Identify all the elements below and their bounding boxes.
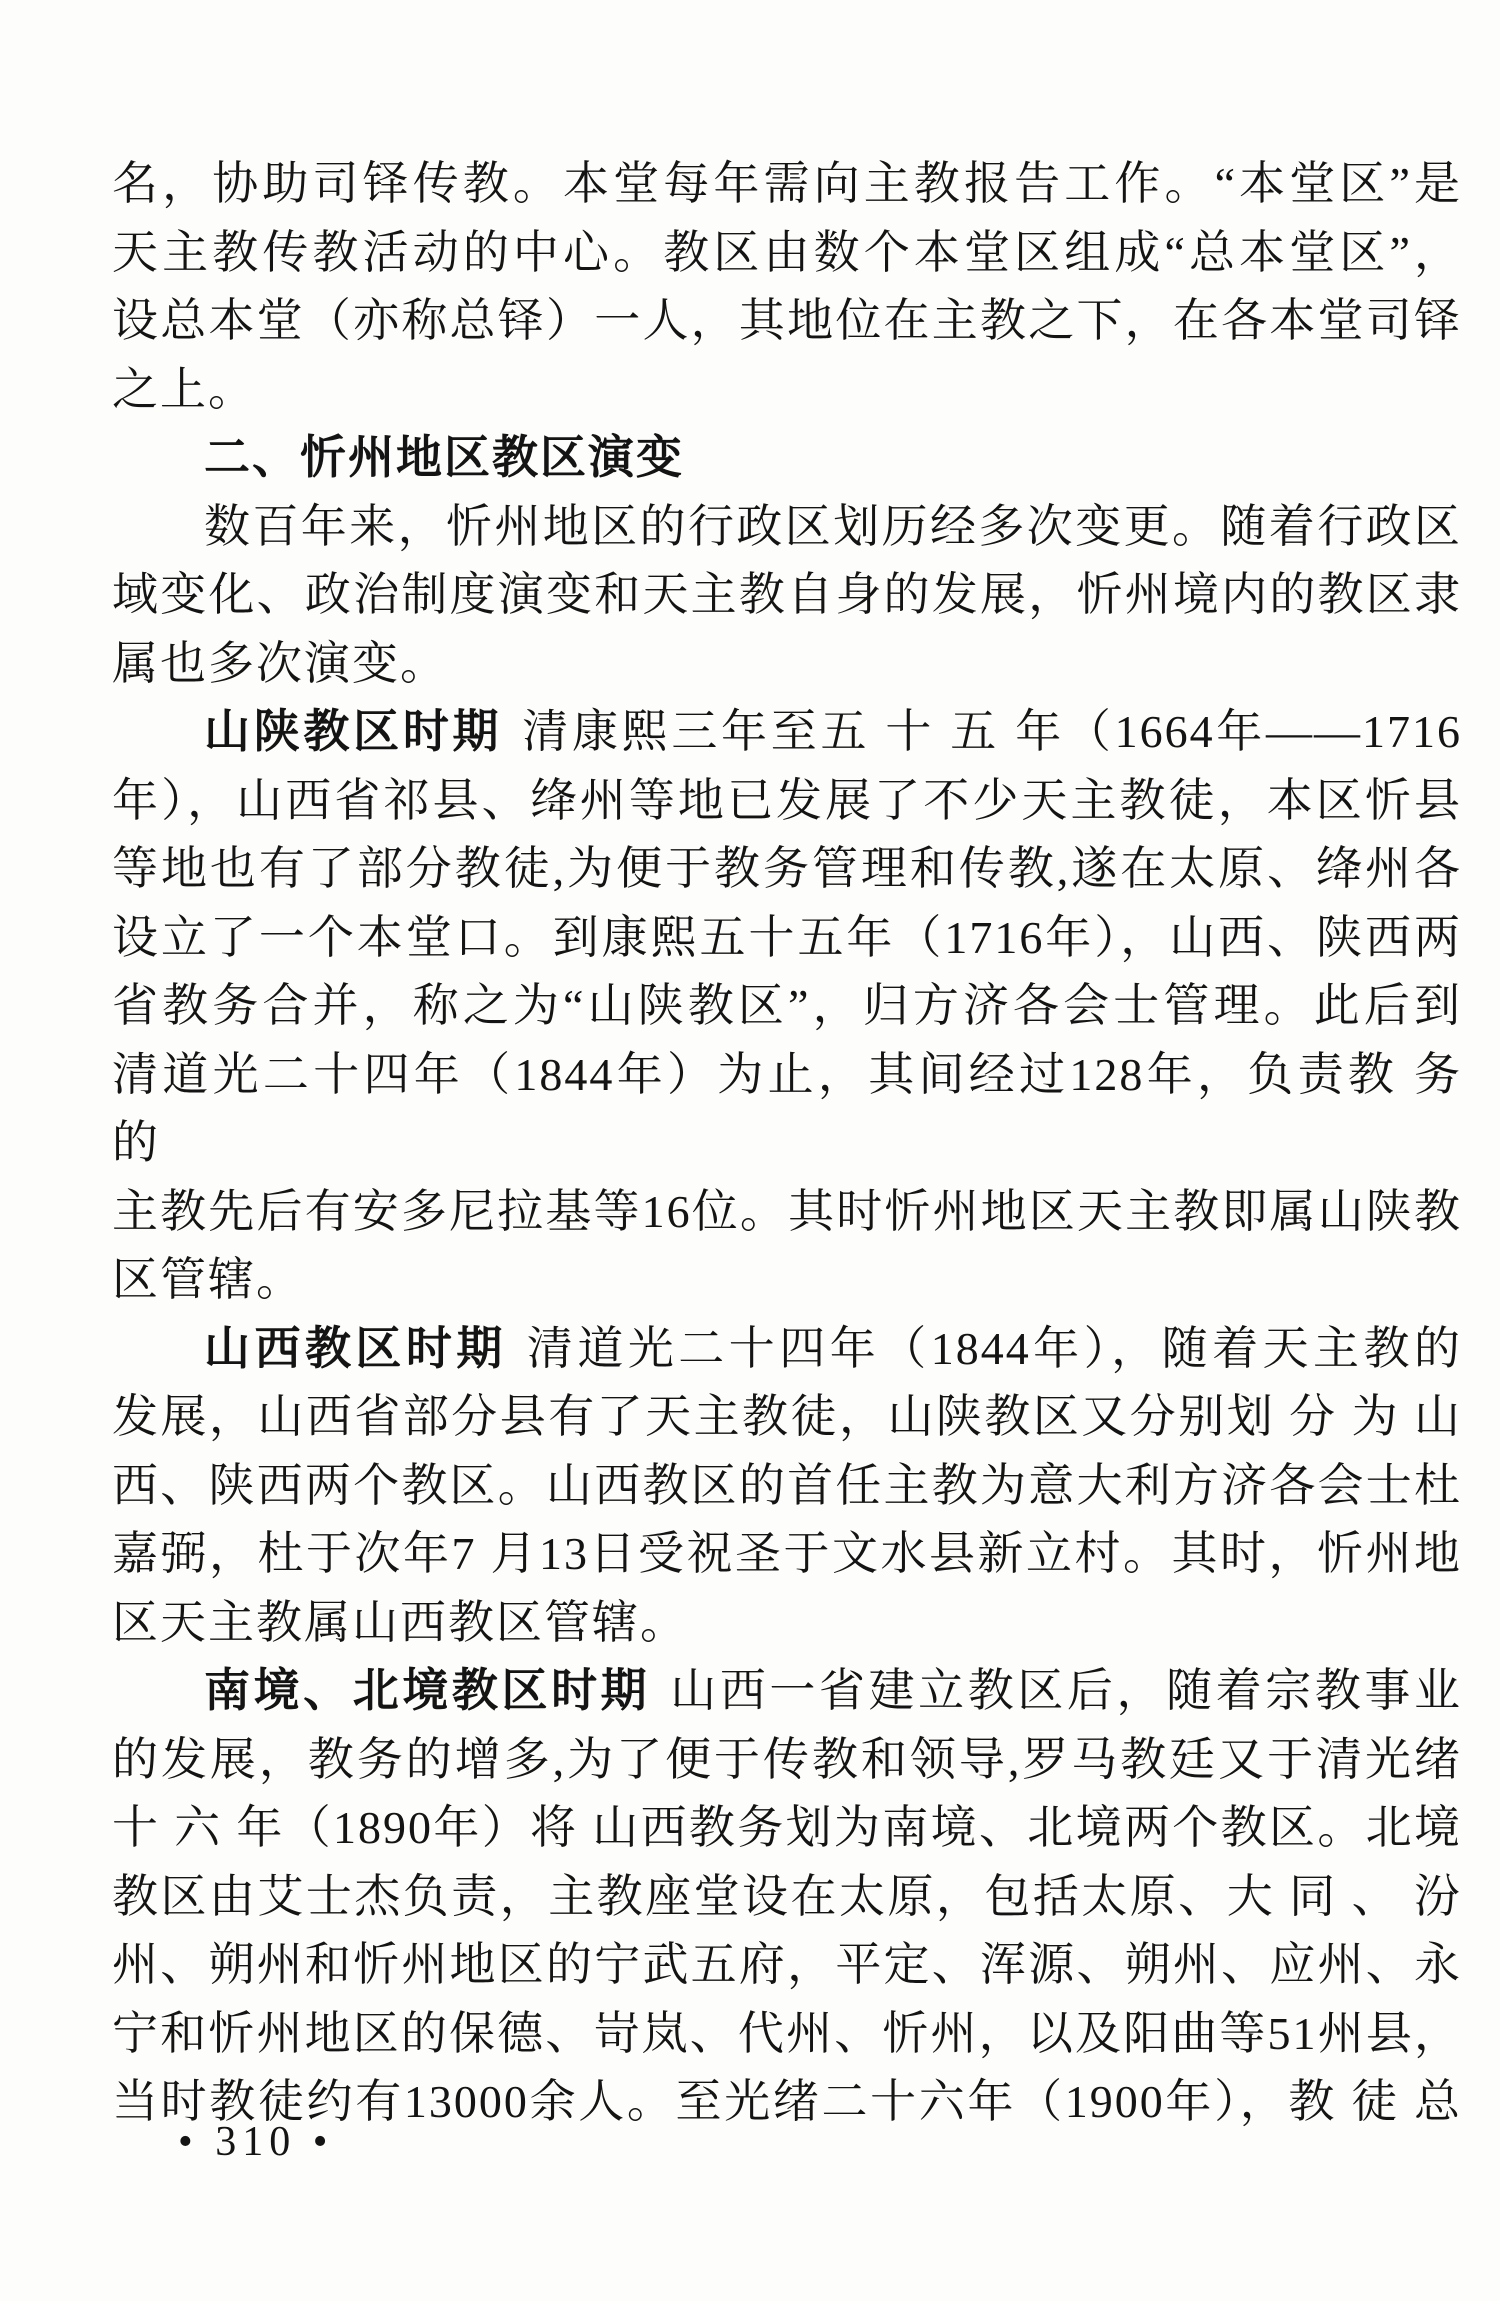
text-run: 名，协助司铎传教。本堂每年需向主教报告工作。“本堂区”是 <box>112 158 1462 209</box>
text-line <box>112 1315 1462 1384</box>
text-line <box>112 1383 1462 1452</box>
text-line <box>112 904 1462 973</box>
text-run: 清道光二十四年（1844年）为止，其间经过128年，负责教 务 的 <box>112 1048 1462 1168</box>
text-run: 之上。 <box>112 363 256 415</box>
text-line <box>112 356 1462 425</box>
text-line <box>112 219 1462 288</box>
text-line <box>112 493 1462 562</box>
text-run: 区管辖。 <box>112 1254 304 1305</box>
text-run: 域变化、政治制度演变和天主教自身的发展，忻州境内的教区隶 <box>112 569 1462 620</box>
text-line <box>112 287 1462 356</box>
text-run: 属也多次演变。 <box>112 637 448 689</box>
text-line <box>112 1726 1462 1795</box>
text-run: 宁和忻州地区的保德、岢岚、代州、忻州，以及阳曲等51州县， <box>112 2007 1462 2059</box>
text-run: 的发展，教务的增多,为了便于传教和领导,罗马教廷又于清光绪 <box>112 1733 1462 1785</box>
text-line <box>112 1452 1462 1521</box>
text-line <box>112 1520 1462 1589</box>
text-line <box>112 767 1462 836</box>
text-run: 西、陕西两个教区。山西教区的首任主教为意大利方济各会士杜 <box>112 1459 1462 1511</box>
text-run: 省教务合并，称之为“山陕教区”，归方济各会士管理。此后到 <box>112 980 1462 1031</box>
text-block <box>112 150 1462 2137</box>
text-line <box>112 424 1462 493</box>
text-run: 发展，山西省部分县有了天主教徒，山陕教区又分别划 分 为 山 <box>112 1391 1463 1442</box>
text-run: 区天主教属山西教区管辖。 <box>112 1596 688 1648</box>
text-line <box>112 1178 1462 1247</box>
section-heading-run: 山陕教区时期 <box>204 706 503 757</box>
page-number: • 310 • <box>178 2119 334 2165</box>
section-heading-run: 南境、北境教区时期 <box>204 1665 651 1716</box>
text-run: 清康熙三年至五 十 五 年（1664年——1716 <box>522 706 1463 757</box>
text-run: 山西一省建立教区后，随着宗教事业 <box>670 1665 1463 1716</box>
text-line <box>112 1589 1462 1658</box>
text-run: 年），山西省祁县、绛州等地已发展了不少天主教徒，本区忻县 <box>112 774 1462 826</box>
section-heading-run: 二、忻州地区教区演变 <box>204 432 684 483</box>
text-line <box>112 2000 1462 2069</box>
text-run: 当时教徒约有13000余人。至光绪二十六年（1900年），教 徒 总 <box>112 2076 1462 2127</box>
text-line <box>112 561 1462 630</box>
text-line <box>112 1041 1462 1178</box>
text-line <box>112 1794 1462 1863</box>
text-run: 数百年来，忻州地区的行政区划历经多次变更。随着行政区 <box>204 500 1462 552</box>
text-run: 主教先后有安多尼拉基等16位。其时忻州地区天主教即属山陕教 <box>112 1185 1462 1237</box>
text-line <box>112 630 1462 699</box>
text-run: 十 六 年（1890年）将 山西教务划为南境、北境两个教区。北境 <box>112 1802 1462 1853</box>
text-run: 州、朔州和忻州地区的宁武五府，平定、浑源、朔州、应州、永 <box>112 1939 1462 1990</box>
section-heading-run: 山西教区时期 <box>204 1322 507 1374</box>
text-line <box>112 1931 1462 2000</box>
text-run: 等地也有了部分教徒,为便于教务管理和传教,遂在太原、绛州各 <box>112 843 1462 894</box>
text-run: 设立了一个本堂口。到康熙五十五年（1716年），山西、陕西两 <box>112 911 1462 963</box>
text-run: 教区由艾士杰负责，主教座堂设在太原，包括太原、大 同 、 汾 <box>112 1870 1463 1922</box>
text-run: 设总本堂（亦称总铎）一人，其地位在主教之下，在各本堂司铎 <box>112 295 1462 346</box>
text-line <box>112 835 1462 904</box>
text-line <box>112 698 1462 767</box>
text-run: 嘉弼，杜于次年7 月13日受祝圣于文水县新立村。其时，忻州地 <box>112 1528 1462 1579</box>
text-line <box>112 1246 1462 1315</box>
text-line <box>112 1657 1462 1726</box>
text-line <box>112 972 1462 1041</box>
text-run: 清道光二十四年（1844年），随着天主教的 <box>526 1322 1463 1374</box>
text-run: 天主教传教活动的中心。教区由数个本堂区组成“总本堂区”， <box>112 226 1462 278</box>
text-line <box>112 1863 1462 1932</box>
text-line <box>112 150 1462 219</box>
